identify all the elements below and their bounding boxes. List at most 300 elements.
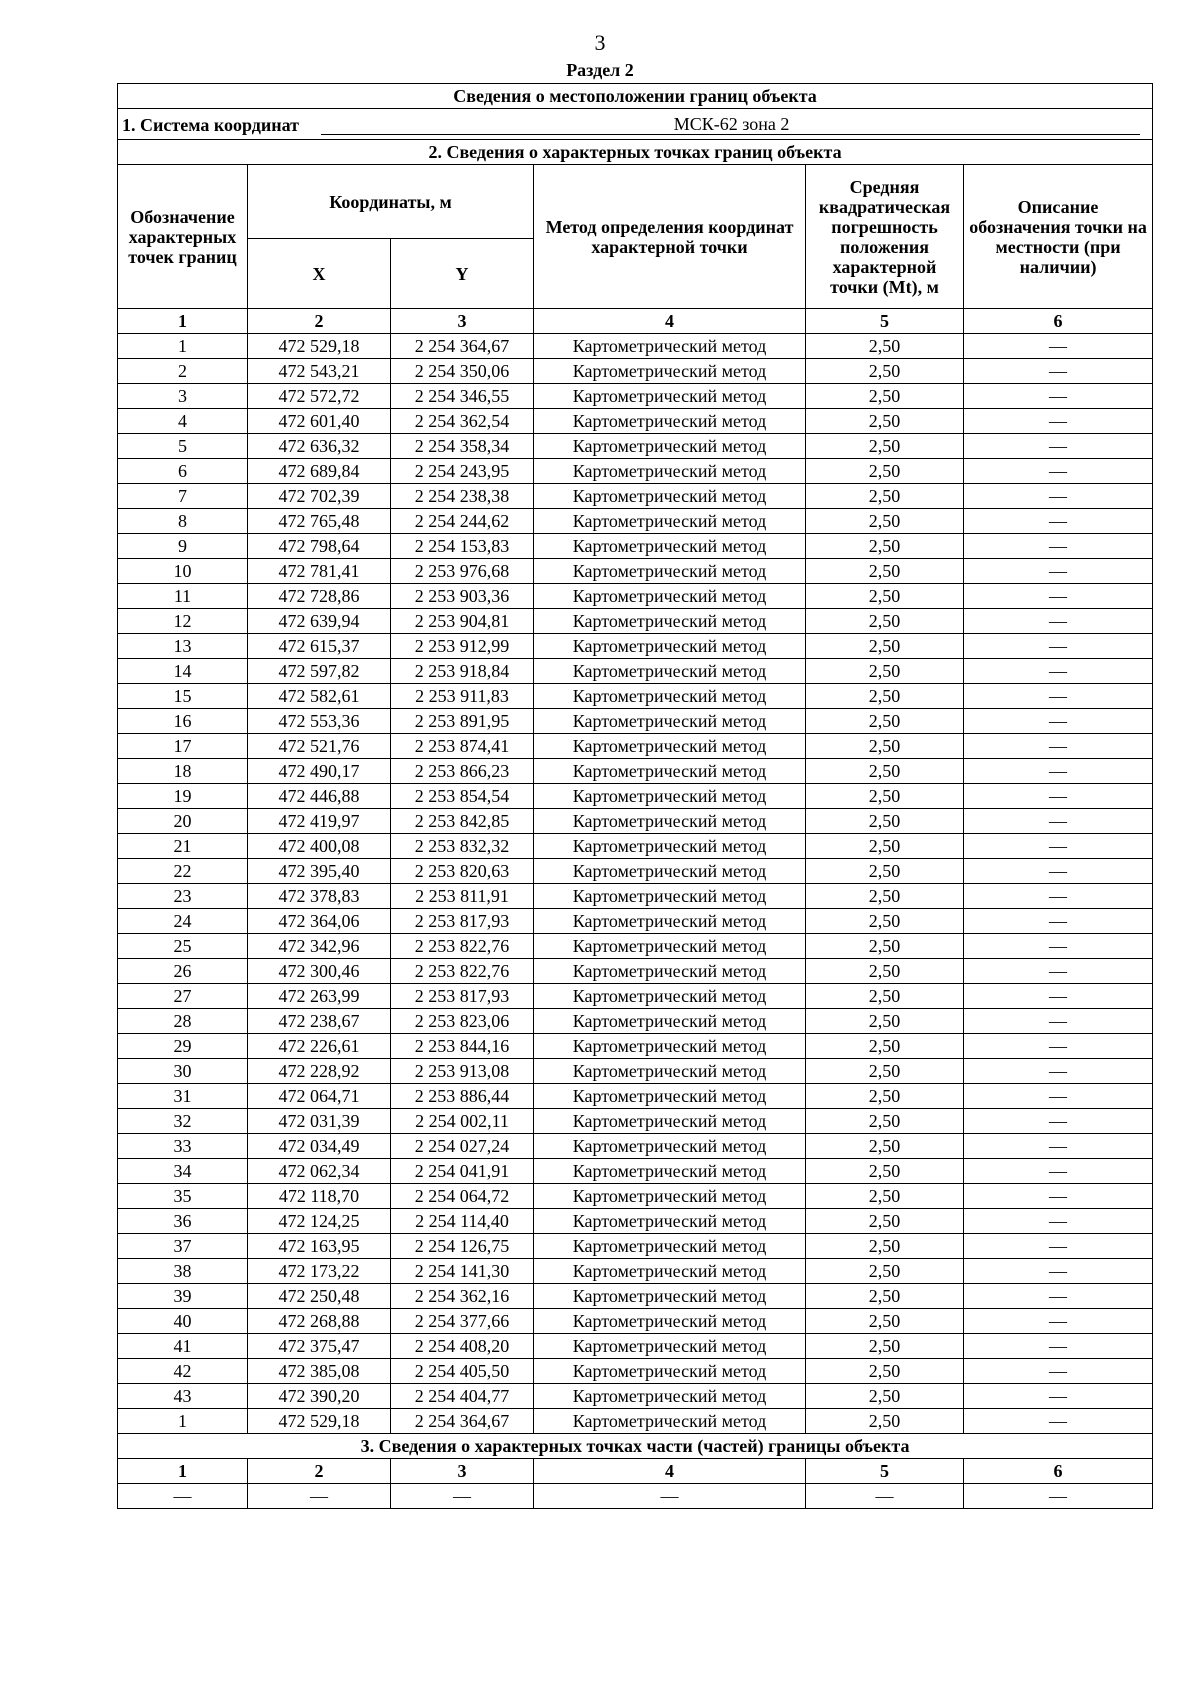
table-row — [118, 1234, 1153, 1259]
method: Картометрический метод — [534, 784, 806, 809]
table-row — [118, 334, 1153, 359]
method: Картометрический метод — [534, 1184, 806, 1209]
table-row — [118, 459, 1153, 484]
error-mt: 2,50 — [806, 659, 964, 684]
method: Картометрический метод — [534, 859, 806, 884]
point-number: 42 — [118, 1359, 248, 1384]
error-mt: 2,50 — [806, 1334, 964, 1359]
method: Картометрический метод — [534, 584, 806, 609]
point-number: 34 — [118, 1159, 248, 1184]
coord-y: 2 253 874,41 — [391, 734, 534, 759]
description: — — [964, 634, 1153, 659]
description: — — [964, 834, 1153, 859]
error-mt: 2,50 — [806, 934, 964, 959]
method: Картометрический метод — [534, 634, 806, 659]
coord-y: 2 254 377,66 — [391, 1309, 534, 1334]
table-row — [118, 1034, 1153, 1059]
error-mt: 2,50 — [806, 534, 964, 559]
coord-x: 472 250,48 — [248, 1284, 391, 1309]
coord-x: 472 543,21 — [248, 359, 391, 384]
col-number: 3 — [391, 309, 534, 334]
coord-x: 472 034,49 — [248, 1134, 391, 1159]
description: — — [964, 1359, 1153, 1384]
col-header-method: Метод определения координат характерной точки — [534, 165, 806, 309]
error-mt: 2,50 — [806, 1384, 964, 1409]
method: Картометрический метод — [534, 534, 806, 559]
col-number: 2 — [248, 309, 391, 334]
description: — — [964, 809, 1153, 834]
method: Картометрический метод — [534, 984, 806, 1009]
coord-x: 472 062,34 — [248, 1159, 391, 1184]
coord-x: 472 173,22 — [248, 1259, 391, 1284]
table-row — [118, 634, 1153, 659]
description: — — [964, 959, 1153, 984]
point-number: 28 — [118, 1009, 248, 1034]
error-mt: 2,50 — [806, 884, 964, 909]
point-number: 32 — [118, 1109, 248, 1134]
error-mt: 2,50 — [806, 759, 964, 784]
col-number: 3 — [391, 1459, 534, 1484]
point-number: 15 — [118, 684, 248, 709]
description: — — [964, 1334, 1153, 1359]
table-row — [118, 559, 1153, 584]
col-number: 6 — [964, 1459, 1153, 1484]
coord-x: 472 529,18 — [248, 1409, 391, 1434]
coord-y: 2 253 820,63 — [391, 859, 534, 884]
coord-y: 2 253 866,23 — [391, 759, 534, 784]
coord-x: 472 702,39 — [248, 484, 391, 509]
method: Картометрический метод — [534, 609, 806, 634]
coord-system-label: 1. Система координат — [122, 114, 299, 135]
method: Картометрический метод — [534, 1009, 806, 1034]
error-mt: 2,50 — [806, 1084, 964, 1109]
point-number: 1 — [118, 1409, 248, 1434]
coord-system-value: МСК-62 зона 2 — [321, 114, 1140, 135]
point-number: 10 — [118, 559, 248, 584]
description: — — [964, 434, 1153, 459]
coord-x: 472 529,18 — [248, 334, 391, 359]
point-number: 9 — [118, 534, 248, 559]
error-mt: 2,50 — [806, 634, 964, 659]
error-mt: 2,50 — [806, 734, 964, 759]
point-number: 43 — [118, 1384, 248, 1409]
table-row — [118, 1334, 1153, 1359]
error-mt: 2,50 — [806, 609, 964, 634]
table-row — [118, 859, 1153, 884]
col-header-designation: Обозначение характерных точек границ — [118, 165, 248, 309]
coord-x: 472 300,46 — [248, 959, 391, 984]
point-number: 13 — [118, 634, 248, 659]
coord-y: 2 254 126,75 — [391, 1234, 534, 1259]
error-mt: 2,50 — [806, 409, 964, 434]
coord-y: 2 254 064,72 — [391, 1184, 534, 1209]
coord-y: 2 253 911,83 — [391, 684, 534, 709]
point-number: 17 — [118, 734, 248, 759]
error-mt: 2,50 — [806, 334, 964, 359]
table-row — [118, 484, 1153, 509]
point-number: 12 — [118, 609, 248, 634]
description: — — [964, 609, 1153, 634]
point-number: 5 — [118, 434, 248, 459]
coord-x: 472 615,37 — [248, 634, 391, 659]
coord-x: 472 390,20 — [248, 1384, 391, 1409]
parts-cell: — — [391, 1484, 534, 1509]
table-row — [118, 1209, 1153, 1234]
method: Картометрический метод — [534, 934, 806, 959]
coord-x: 472 238,67 — [248, 1009, 391, 1034]
coord-y: 2 254 153,83 — [391, 534, 534, 559]
point-number: 24 — [118, 909, 248, 934]
coord-x: 472 226,61 — [248, 1034, 391, 1059]
point-number: 16 — [118, 709, 248, 734]
method: Картометрический метод — [534, 759, 806, 784]
error-mt: 2,50 — [806, 1009, 964, 1034]
description: — — [964, 1184, 1153, 1209]
parts-cell: — — [248, 1484, 391, 1509]
coord-y: 2 254 405,50 — [391, 1359, 534, 1384]
coord-x: 472 553,36 — [248, 709, 391, 734]
description: — — [964, 1284, 1153, 1309]
error-mt: 2,50 — [806, 1034, 964, 1059]
coord-y: 2 253 844,16 — [391, 1034, 534, 1059]
point-number: 31 — [118, 1084, 248, 1109]
description: — — [964, 1059, 1153, 1084]
coord-x: 472 395,40 — [248, 859, 391, 884]
col-number: 4 — [534, 1459, 806, 1484]
error-mt: 2,50 — [806, 559, 964, 584]
coord-y: 2 253 817,93 — [391, 909, 534, 934]
description: — — [964, 909, 1153, 934]
description: — — [964, 684, 1153, 709]
table-row — [118, 584, 1153, 609]
col-header-description: Описание обозначения точки на местности (при наличии) — [964, 165, 1153, 309]
col-number: 1 — [118, 1459, 248, 1484]
description: — — [964, 484, 1153, 509]
coord-x: 472 263,99 — [248, 984, 391, 1009]
point-number: 40 — [118, 1309, 248, 1334]
coord-y: 2 253 811,91 — [391, 884, 534, 909]
description: — — [964, 734, 1153, 759]
method: Картометрический метод — [534, 834, 806, 859]
table-row — [118, 359, 1153, 384]
table-row — [118, 784, 1153, 809]
coord-y: 2 254 114,40 — [391, 1209, 534, 1234]
coord-x: 472 118,70 — [248, 1184, 391, 1209]
method: Картометрический метод — [534, 684, 806, 709]
description: — — [964, 784, 1153, 809]
point-number: 36 — [118, 1209, 248, 1234]
error-mt: 2,50 — [806, 859, 964, 884]
point-number: 11 — [118, 584, 248, 609]
coord-y: 2 253 912,99 — [391, 634, 534, 659]
method: Картометрический метод — [534, 909, 806, 934]
parts-section-title: 3. Сведения о характерных точках части (частей) границы объекта — [118, 1434, 1153, 1459]
coord-x: 472 124,25 — [248, 1209, 391, 1234]
point-number: 25 — [118, 934, 248, 959]
coord-y: 2 254 027,24 — [391, 1134, 534, 1159]
description: — — [964, 1009, 1153, 1034]
point-number: 6 — [118, 459, 248, 484]
description: — — [964, 1159, 1153, 1184]
error-mt: 2,50 — [806, 509, 964, 534]
coord-x: 472 689,84 — [248, 459, 391, 484]
coord-x: 472 601,40 — [248, 409, 391, 434]
coord-y: 2 253 822,76 — [391, 959, 534, 984]
coord-y: 2 254 238,38 — [391, 484, 534, 509]
coord-y: 2 254 362,16 — [391, 1284, 534, 1309]
error-mt: 2,50 — [806, 459, 964, 484]
method: Картометрический метод — [534, 1409, 806, 1434]
point-number: 8 — [118, 509, 248, 534]
coord-y: 2 253 842,85 — [391, 809, 534, 834]
description: — — [964, 934, 1153, 959]
section-title: Раздел 2 — [566, 60, 634, 80]
coord-y: 2 254 002,11 — [391, 1109, 534, 1134]
point-number: 19 — [118, 784, 248, 809]
method: Картометрический метод — [534, 1234, 806, 1259]
point-number: 18 — [118, 759, 248, 784]
method: Картометрический метод — [534, 884, 806, 909]
description: — — [964, 659, 1153, 684]
table-row — [118, 534, 1153, 559]
description: — — [964, 1234, 1153, 1259]
method: Картометрический метод — [534, 459, 806, 484]
coord-x: 472 419,97 — [248, 809, 391, 834]
table-row — [118, 384, 1153, 409]
method: Картометрический метод — [534, 1109, 806, 1134]
error-mt: 2,50 — [806, 834, 964, 859]
method: Картометрический метод — [534, 1034, 806, 1059]
coord-x: 472 064,71 — [248, 1084, 391, 1109]
error-mt: 2,50 — [806, 984, 964, 1009]
table-row — [118, 1409, 1153, 1434]
method: Картометрический метод — [534, 1359, 806, 1384]
description: — — [964, 384, 1153, 409]
table-row — [118, 1284, 1153, 1309]
point-number: 23 — [118, 884, 248, 909]
point-number: 26 — [118, 959, 248, 984]
method: Картометрический метод — [534, 409, 806, 434]
col-number: 2 — [248, 1459, 391, 1484]
point-number: 41 — [118, 1334, 248, 1359]
error-mt: 2,50 — [806, 1234, 964, 1259]
coord-y: 2 253 976,68 — [391, 559, 534, 584]
description: — — [964, 1109, 1153, 1134]
coord-x: 472 385,08 — [248, 1359, 391, 1384]
error-mt: 2,50 — [806, 809, 964, 834]
method: Картометрический метод — [534, 509, 806, 534]
point-number: 29 — [118, 1034, 248, 1059]
table-row — [118, 934, 1153, 959]
parts-cell: — — [534, 1484, 806, 1509]
method: Картометрический метод — [534, 734, 806, 759]
point-number: 1 — [118, 334, 248, 359]
coord-system-cell — [118, 109, 1153, 140]
description: — — [964, 1259, 1153, 1284]
point-number: 3 — [118, 384, 248, 409]
point-number: 4 — [118, 409, 248, 434]
method: Картометрический метод — [534, 559, 806, 584]
col-header-coordinates: Координаты, м — [248, 165, 534, 239]
coord-y: 2 253 903,36 — [391, 584, 534, 609]
table-row — [118, 609, 1153, 634]
coord-y: 2 254 350,06 — [391, 359, 534, 384]
coord-x: 472 163,95 — [248, 1234, 391, 1259]
parts-cell: — — [806, 1484, 964, 1509]
page-number: 3 — [594, 30, 606, 55]
parts-cell: — — [964, 1484, 1153, 1509]
method: Картометрический метод — [534, 1284, 806, 1309]
coord-y: 2 254 408,20 — [391, 1334, 534, 1359]
table-row — [118, 409, 1153, 434]
boundary-table — [117, 83, 1153, 1509]
coord-y: 2 254 364,67 — [391, 1409, 534, 1434]
col-header-x: X — [248, 239, 391, 309]
method: Картометрический метод — [534, 959, 806, 984]
coord-x: 472 400,08 — [248, 834, 391, 859]
coord-x: 472 378,83 — [248, 884, 391, 909]
points-section-title: 2. Сведения о характерных точках границ объекта — [118, 140, 1153, 165]
error-mt: 2,50 — [806, 1134, 964, 1159]
method: Картометрический метод — [534, 1309, 806, 1334]
description: — — [964, 1134, 1153, 1159]
method: Картометрический метод — [534, 809, 806, 834]
point-number: 22 — [118, 859, 248, 884]
error-mt: 2,50 — [806, 1309, 964, 1334]
error-mt: 2,50 — [806, 909, 964, 934]
error-mt: 2,50 — [806, 434, 964, 459]
table-row — [118, 734, 1153, 759]
method: Картометрический метод — [534, 384, 806, 409]
coord-y: 2 254 141,30 — [391, 1259, 534, 1284]
table-row — [118, 1109, 1153, 1134]
col-number: 4 — [534, 309, 806, 334]
description: — — [964, 759, 1153, 784]
coord-y: 2 254 244,62 — [391, 509, 534, 534]
description: — — [964, 859, 1153, 884]
error-mt: 2,50 — [806, 684, 964, 709]
error-mt: 2,50 — [806, 1184, 964, 1209]
col-header-y: Y — [391, 239, 534, 309]
coord-y: 2 253 913,08 — [391, 1059, 534, 1084]
coord-y: 2 254 364,67 — [391, 334, 534, 359]
method: Картометрический метод — [534, 484, 806, 509]
col-number: 5 — [806, 1459, 964, 1484]
description: — — [964, 409, 1153, 434]
main-title: Сведения о местоположении границ объекта — [118, 84, 1153, 109]
table-row — [118, 1184, 1153, 1209]
coord-y: 2 254 243,95 — [391, 459, 534, 484]
point-number: 38 — [118, 1259, 248, 1284]
error-mt: 2,50 — [806, 484, 964, 509]
table-row — [118, 684, 1153, 709]
coord-x: 472 268,88 — [248, 1309, 391, 1334]
method: Картометрический метод — [534, 659, 806, 684]
coord-x: 472 728,86 — [248, 584, 391, 609]
description: — — [964, 509, 1153, 534]
method: Картометрический метод — [534, 1334, 806, 1359]
method: Картометрический метод — [534, 1059, 806, 1084]
coord-y: 2 254 404,77 — [391, 1384, 534, 1409]
error-mt: 2,50 — [806, 784, 964, 809]
point-number: 20 — [118, 809, 248, 834]
table-row — [118, 709, 1153, 734]
description: — — [964, 1309, 1153, 1334]
error-mt: 2,50 — [806, 709, 964, 734]
error-mt: 2,50 — [806, 359, 964, 384]
table-row — [118, 1059, 1153, 1084]
description: — — [964, 559, 1153, 584]
error-mt: 2,50 — [806, 584, 964, 609]
coord-x: 472 031,39 — [248, 1109, 391, 1134]
coord-y: 2 253 886,44 — [391, 1084, 534, 1109]
coord-y: 2 253 817,93 — [391, 984, 534, 1009]
coord-y: 2 253 918,84 — [391, 659, 534, 684]
coord-x: 472 490,17 — [248, 759, 391, 784]
error-mt: 2,50 — [806, 1109, 964, 1134]
coord-x: 472 364,06 — [248, 909, 391, 934]
point-number: 39 — [118, 1284, 248, 1309]
method: Картометрический метод — [534, 334, 806, 359]
description: — — [964, 984, 1153, 1009]
method: Картометрический метод — [534, 709, 806, 734]
coord-y: 2 253 891,95 — [391, 709, 534, 734]
table-row — [118, 434, 1153, 459]
table-row — [118, 959, 1153, 984]
table-row — [118, 1009, 1153, 1034]
coord-y: 2 253 822,76 — [391, 934, 534, 959]
table-row — [118, 984, 1153, 1009]
col-header-error: Средняя квадратическая погрешность положения характерной точки (Mt), м — [806, 165, 964, 309]
coord-x: 472 781,41 — [248, 559, 391, 584]
point-number: 21 — [118, 834, 248, 859]
error-mt: 2,50 — [806, 1209, 964, 1234]
description: — — [964, 584, 1153, 609]
coord-x: 472 521,76 — [248, 734, 391, 759]
point-number: 14 — [118, 659, 248, 684]
error-mt: 2,50 — [806, 1159, 964, 1184]
description: — — [964, 334, 1153, 359]
description: — — [964, 709, 1153, 734]
point-number: 33 — [118, 1134, 248, 1159]
coord-x: 472 342,96 — [248, 934, 391, 959]
point-number: 30 — [118, 1059, 248, 1084]
coord-y: 2 254 346,55 — [391, 384, 534, 409]
description: — — [964, 1209, 1153, 1234]
coord-y: 2 253 904,81 — [391, 609, 534, 634]
method: Картометрический метод — [534, 1384, 806, 1409]
description: — — [964, 1034, 1153, 1059]
description: — — [964, 534, 1153, 559]
method: Картометрический метод — [534, 1209, 806, 1234]
error-mt: 2,50 — [806, 1409, 964, 1434]
table-row — [118, 1384, 1153, 1409]
coord-y: 2 253 832,32 — [391, 834, 534, 859]
point-number: 27 — [118, 984, 248, 1009]
description: — — [964, 1384, 1153, 1409]
method: Картометрический метод — [534, 1134, 806, 1159]
table-row — [118, 759, 1153, 784]
parts-cell: — — [118, 1484, 248, 1509]
coord-x: 472 446,88 — [248, 784, 391, 809]
coord-x: 472 765,48 — [248, 509, 391, 534]
table-row — [118, 1359, 1153, 1384]
table-row — [118, 1134, 1153, 1159]
coord-x: 472 375,47 — [248, 1334, 391, 1359]
method: Картометрический метод — [534, 359, 806, 384]
coord-x: 472 597,82 — [248, 659, 391, 684]
error-mt: 2,50 — [806, 959, 964, 984]
